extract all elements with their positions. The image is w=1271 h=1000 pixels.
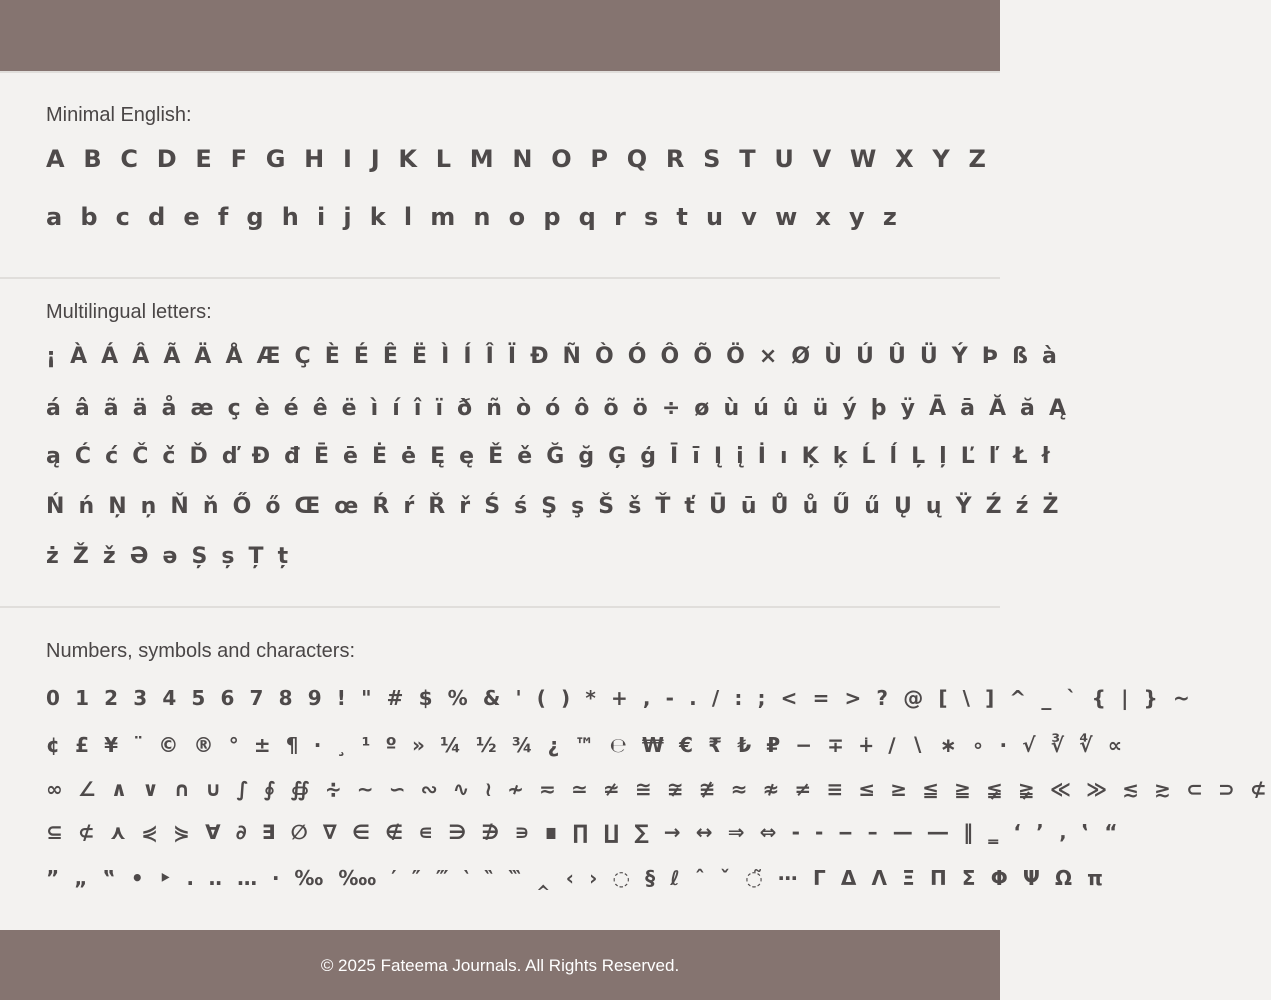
multilingual-glyph-row-4: Ń ń Ņ ņ Ň ň Ő ő Œ œ Ŕ ŕ Ř ř Ś ś Ş ş Š š Ť ť Ū ū Ů ů Ű ű Ų ų Ÿ Ź ź Ż	[46, 494, 1062, 519]
symbol-glyph-row-4: ⊆ ⊄ ⋏ ⋞ ⋟ ∀ ∂ ∃ ∅ ∇ ∈ ∉ ∊ ∋ ∌ ∍ ∎ ∏ ∐ ∑ → ↔ ⇒ ⇔ ‐ ‑ ‒ – — ― ‖ ‗ ‘ ’ ‚ ‛ “	[46, 820, 1122, 844]
multilingual-glyph-row-3: ą Ć ć Č č Ď ď Đ đ Ē ē Ė ė Ę ę Ě ě Ğ ğ Ģ ģ Ī ī Į į İ ı Ķ ķ Ĺ ĺ Ļ ļ Ľ ľ Ł ł	[46, 444, 1053, 469]
minimal-english-panel	[0, 71, 1000, 279]
symbol-glyph-row-2: ¢ £ ¥ ¨ © ® ° ± ¶ · ¸ ¹ º » ¼ ½ ¾ ¿ ™ ℮ ₩ € ₹ ₺ ₽ − ∓ ∔ ∕ ∖ ∗ ∘ ∙ √ ∛ ∜ ∝	[46, 733, 1127, 757]
numbers-symbols-heading: Numbers, symbols and characters:	[46, 640, 356, 662]
symbol-glyph-row-3: ∞ ∠ ∧ ∨ ∩ ∪ ∫ ∮ ∯ ∻ ∼ ∽ ∾ ∿ ≀ ≁ ≂ ≃ ≄ ≅ ≆ ≇ ≈ ≉ ≠ ≡ ≤ ≥ ≦ ≧ ≨ ≩ ≪ ≫ ≲ ≳ ⊂ ⊃ ⊄	[46, 777, 1271, 801]
copyright-notice: © 2025 Fateema Journals. All Rights Reserved.	[320, 956, 680, 975]
multilingual-glyph-row-1: ¡ À Á Â Ã Ä Å Æ Ç È É Ê Ë Ì Í Î Ï Ð Ñ Ò Ó Ô Õ Ö × Ø Ù Ú Û Ü Ý Þ ß à	[46, 344, 1060, 369]
multilingual-heading: Multilingual letters:	[46, 301, 212, 323]
multilingual-glyph-row-5: ż Ž ž Ə ə Ș ș Ț ț	[46, 544, 292, 569]
minimal-english-heading: Minimal English:	[46, 104, 192, 126]
top-banner	[0, 0, 1000, 71]
uppercase-glyph-row: A B C D E F G H I J K L M N O P Q R S T U V W X Y Z	[46, 145, 992, 173]
symbol-glyph-row-1: 0 1 2 3 4 5 6 7 8 9 ! " # $ % & ' ( ) * + , - . / : ; < = > ? @ [ \ ] ^ _ ` { | } ~	[46, 686, 1194, 710]
symbol-glyph-row-5: ” „ ‟ • ‣ ․ ‥ … ‧ ‰ ‱ ′ ″ ‴ ‵ ‶ ‷ ‸ ‹ › ◌ § ℓ ˆ ˇ ◌̃ ⋯ Γ Δ Λ Ξ Π Σ Φ Ψ Ω π	[46, 866, 1108, 890]
multilingual-glyph-row-2: á â ã ä å æ ç è é ê ë ì í î ï ð ñ ò ó ô õ ö ÷ ø ù ú û ü ý þ ÿ Ā ā Ă ă Ą	[46, 396, 1070, 421]
lowercase-glyph-row: a b c d e f g h i j k l m n o p q r s t u v w x y z	[46, 203, 902, 231]
